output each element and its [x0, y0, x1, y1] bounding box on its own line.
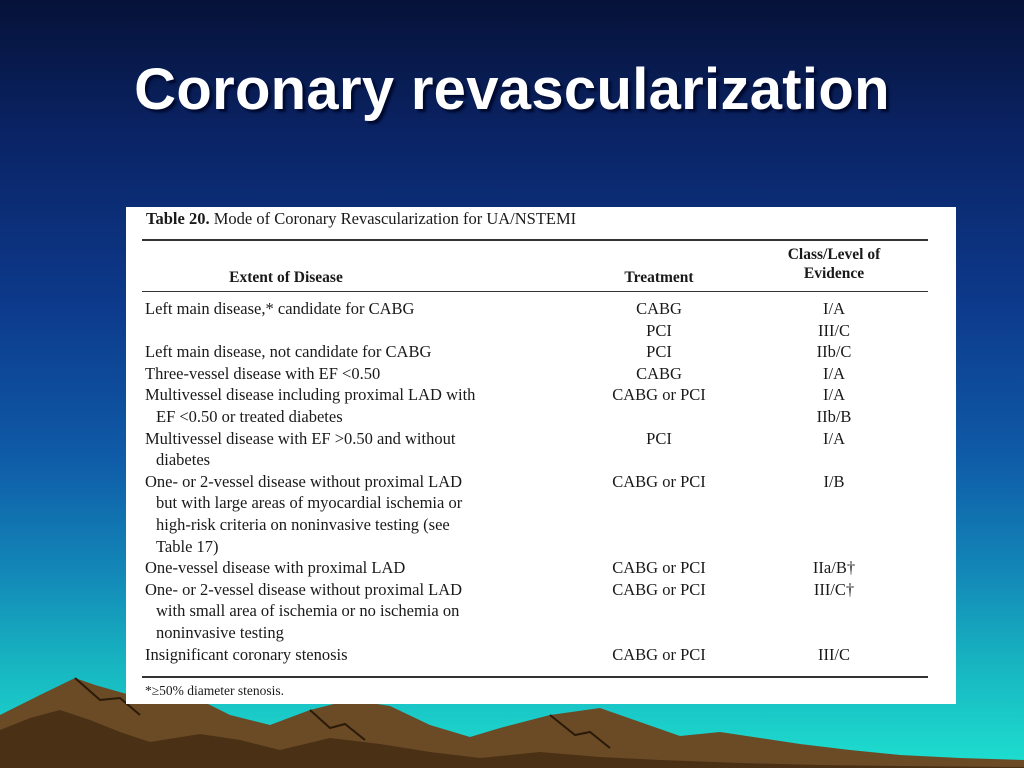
slide-title: Coronary revascularization [134, 57, 890, 122]
row-class-line: III/C [817, 320, 851, 340]
row-extent-line: Table 17) [156, 536, 219, 556]
row-treatment-line: PCI [646, 320, 672, 340]
row-class [752, 428, 916, 450]
row-treatment [566, 644, 752, 666]
row-class-line: III/C [817, 644, 851, 664]
row-extent-line: Insignificant coronary stenosis [145, 644, 348, 664]
row-treatment [566, 579, 752, 601]
row-class [752, 341, 916, 363]
row-treatment [566, 341, 752, 363]
row-treatment [566, 384, 752, 406]
table-rule-top [142, 239, 928, 241]
row-extent-line: noninvasive testing [156, 622, 284, 642]
row-extent-line: Multivessel disease with EF >0.50 and without [145, 428, 456, 448]
row-extent-line: EF <0.50 or treated diabetes [156, 406, 343, 426]
row-class-line: I/A [823, 299, 845, 318]
row-class-line: I/A [823, 428, 845, 448]
row-class-line: IIb/C [816, 342, 852, 362]
row-extent-line: with small area of ischemia or no ischemia on [156, 601, 460, 621]
row-class [752, 644, 916, 666]
row-class [752, 298, 916, 341]
row-class-line: IIa/B† [812, 558, 856, 578]
row-treatment-line: CABG or PCI [612, 579, 706, 599]
row-extent-line: high-risk criteria on noninvasive testing (see [156, 514, 450, 534]
row-class-line: I/A [823, 363, 845, 383]
row-extent-line: One- or 2-vessel disease without proximal LAD [145, 471, 463, 491]
row-extent [145, 363, 380, 385]
row-extent [145, 428, 455, 471]
header-class-level: Class/Level of Evidence [787, 246, 881, 282]
row-extent [145, 384, 475, 427]
row-treatment [566, 557, 752, 579]
row-treatment [566, 471, 752, 493]
row-extent-line: One-vessel disease with proximal LAD [145, 558, 406, 578]
row-treatment-line: PCI [646, 428, 672, 448]
row-extent-line: but with large areas of myocardial ischemia or [156, 493, 463, 513]
row-extent-line: Multivessel disease including proximal LAD with [145, 385, 476, 405]
revascularization-table [126, 207, 956, 704]
row-extent [145, 557, 405, 579]
row-extent-line: Three-vessel disease with EF <0.50 [145, 363, 381, 383]
row-extent [145, 341, 431, 363]
row-extent [145, 644, 348, 666]
row-class [752, 557, 916, 579]
row-class-line: I/B [823, 471, 845, 491]
row-treatment-line: CABG or PCI [612, 558, 706, 578]
row-class [752, 384, 916, 427]
row-treatment [566, 428, 752, 450]
row-class-line: IIb/B [816, 406, 852, 426]
row-extent [145, 579, 462, 644]
row-extent-line: diabetes [156, 450, 211, 470]
row-class [752, 363, 916, 385]
table-rule-bottom [142, 676, 928, 678]
row-treatment [566, 363, 752, 385]
table-footnote: *≥50% diameter stenosis. [145, 683, 285, 698]
row-treatment-line: CABG [636, 299, 682, 318]
table-caption: Table 20. Mode of Coronary Revascularization for UA/NSTEMI [146, 209, 577, 228]
row-class [752, 471, 916, 493]
row-treatment [566, 298, 752, 341]
row-treatment-line: PCI [646, 342, 672, 362]
row-extent-line: Left main disease,* candidate for CABG [145, 299, 415, 318]
row-extent [145, 471, 462, 557]
table-rule-header [142, 291, 928, 292]
row-extent-line: One- or 2-vessel disease without proximal LAD [145, 579, 463, 599]
row-treatment-line: CABG or PCI [612, 644, 706, 664]
row-treatment-line: CABG [636, 363, 682, 383]
row-class-line: I/A [823, 385, 845, 405]
row-extent-line: Left main disease, not candidate for CABG [145, 342, 432, 362]
row-class [752, 579, 916, 601]
row-extent [145, 298, 414, 320]
row-treatment-line: CABG or PCI [612, 385, 706, 405]
row-treatment-line: CABG or PCI [612, 471, 706, 491]
header-extent: Extent of Disease [229, 269, 343, 286]
row-class-line: III/C† [813, 579, 855, 599]
header-treatment: Treatment [624, 269, 694, 286]
